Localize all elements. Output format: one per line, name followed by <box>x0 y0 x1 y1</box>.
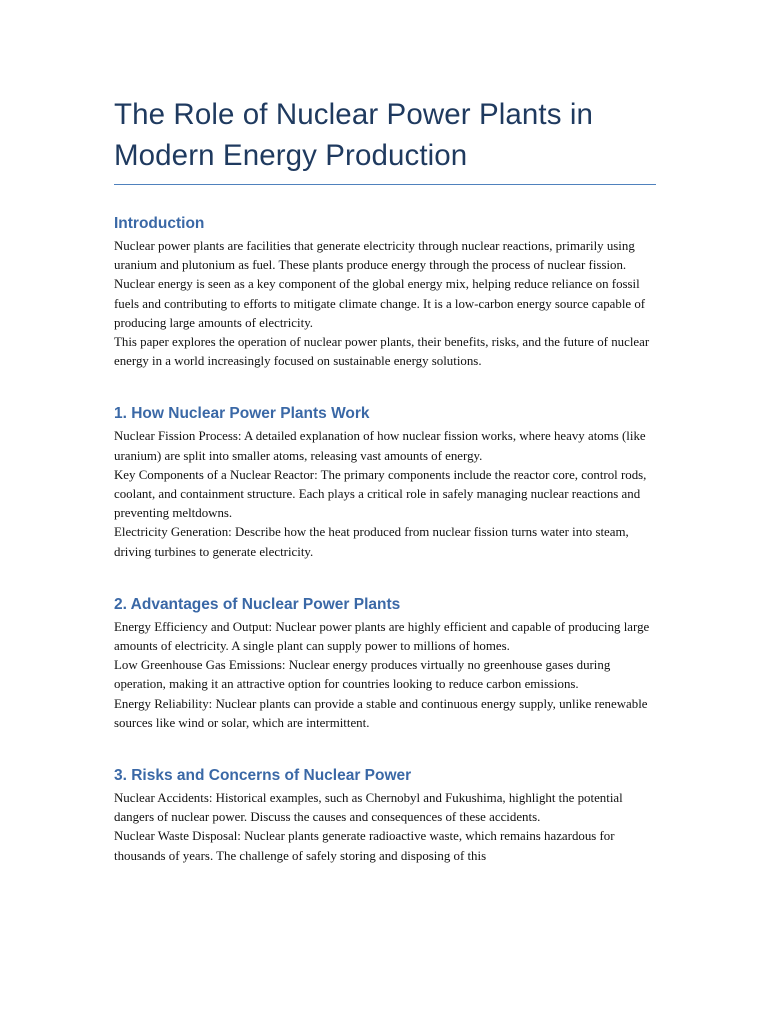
section-risks <box>114 766 656 866</box>
section-heading: 3. Risks and Concerns of Nuclear Power <box>114 767 412 785</box>
section-heading: 2. Advantages of Nuclear Power Plants <box>114 595 401 613</box>
paragraph: Nuclear energy is seen as a key component of the global energy mix, helping reduce reliance on fossil fuels and contributing to efforts to mitigate climate change. It is a low-carbon energy source capable of producing large amounts of electricity. <box>114 277 646 330</box>
paragraph: Electricity Generation: Describe how the heat produced from nuclear fission turns water into steam, driving turbines to generate electricity. <box>114 525 629 559</box>
section-heading: Introduction <box>114 215 205 232</box>
paragraph: This paper explores the operation of nuclear power plants, their benefits, risks, and the future of nuclear energy in a world increasingly focused on sustainable energy solutions. <box>114 335 650 369</box>
section-heading: 1. How Nuclear Power Plants Work <box>114 405 370 423</box>
paragraph: Nuclear Waste Disposal: Nuclear plants generate radioactive waste, which remains hazardous for thousands of years. The challenge of safely storing and disposing of this <box>114 829 615 863</box>
paragraph: Low Greenhouse Gas Emissions: Nuclear energy produces virtually no greenhouse gases during operation, making it an attractive option for countries looking to reduce carbon emissions. <box>114 658 611 692</box>
section-introduction <box>114 214 656 371</box>
paragraph: Nuclear Accidents: Historical examples, such as Chernobyl and Fukushima, highlight the potential dangers of nuclear power. Discuss the causes and consequences of these accidents. <box>114 791 623 825</box>
section-advantages <box>114 595 656 733</box>
document-title: The Role of Nuclear Power Plants in Modern Energy Production <box>114 94 656 185</box>
paragraph: Energy Efficiency and Output: Nuclear power plants are highly efficient and capable of producing large amounts of electricity. A single plant can supply power to millions of homes. <box>114 619 650 654</box>
section-how-plants-work <box>114 404 656 561</box>
paragraph: Energy Reliability: Nuclear plants can provide a stable and continuous energy supply, unlike renewable sources like wind or solar, which are intermittent. <box>114 696 648 730</box>
paragraph: Key Components of a Nuclear Reactor: The primary components include the reactor core, control rods, coolant, and containment structure. Each plays a critical role in safely managing nuclear reactions and preventing meltdowns. <box>114 467 647 521</box>
paragraph: Nuclear Fission Process: A detailed explanation of how nuclear fission works, where heavy atoms (like uranium) are split into smaller atoms, releasing vast amounts of energy. <box>114 429 646 463</box>
paragraph: Nuclear power plants are facilities that generate electricity through nuclear reactions, primarily using uranium and plutonium as fuel. These plants produce energy through the process of nuclear fission. <box>114 239 635 273</box>
